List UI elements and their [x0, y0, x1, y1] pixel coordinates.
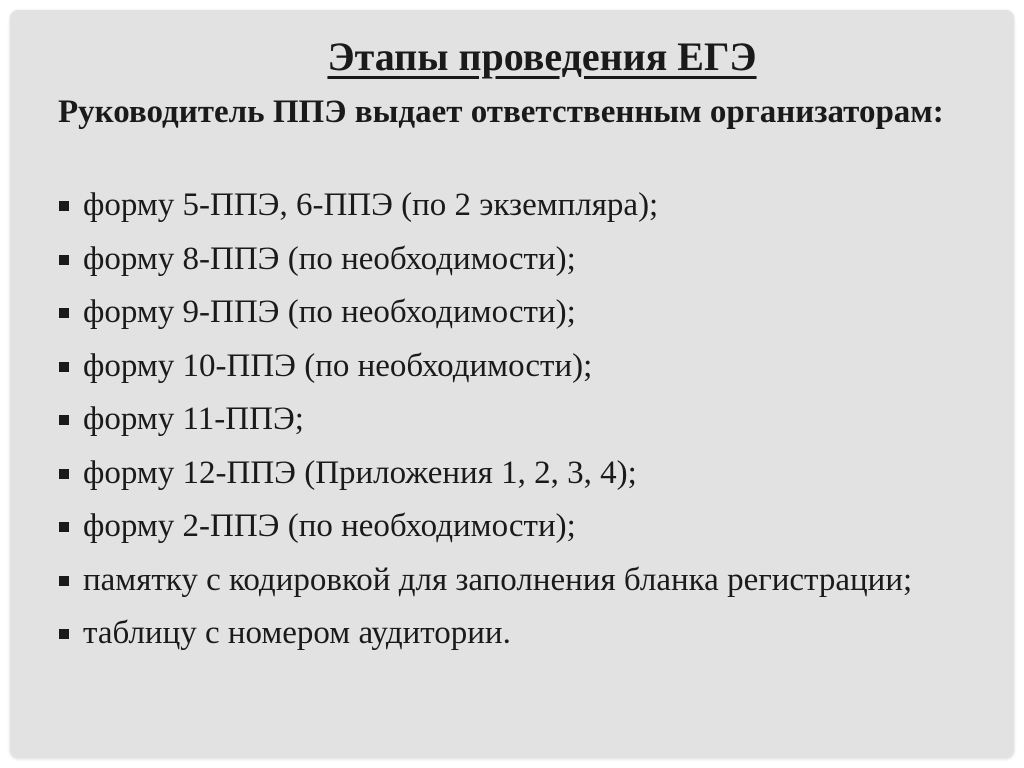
- slide: [10, 10, 1014, 758]
- square-bullet-icon: [59, 362, 69, 372]
- list-item-text: таблицу с номером аудитории.: [83, 615, 511, 651]
- square-bullet-icon: [59, 255, 69, 265]
- list-item-text: форму 12-ППЭ (Приложения 1, 2, 3, 4);: [83, 454, 637, 491]
- list-item: [58, 506, 988, 547]
- list-item-text: форму 9-ППЭ (по необходимости);: [83, 294, 576, 330]
- square-bullet-icon: [59, 576, 69, 586]
- list-item: [58, 399, 988, 440]
- list-item: [58, 239, 988, 280]
- slide-title: Этапы проведения ЕГЭ: [327, 34, 757, 79]
- list-item-text: форму 10-ППЭ (по необходимости);: [83, 347, 593, 384]
- bullet-list: [58, 185, 988, 667]
- list-item: [58, 613, 988, 654]
- list-item: [58, 292, 988, 333]
- intro-text: Руководитель ППЭ выдает ответственным организаторам:: [58, 94, 944, 130]
- list-item: [58, 453, 988, 494]
- list-item-text: форму 11-ППЭ;: [83, 401, 304, 437]
- square-bullet-icon: [59, 629, 69, 639]
- list-item-text: памятку с кодировкой для заполнения бланка регистрации;: [83, 561, 913, 598]
- square-bullet-icon: [59, 522, 69, 532]
- square-bullet-icon: [59, 201, 69, 211]
- list-item-text: форму 8-ППЭ (по необходимости);: [83, 240, 576, 277]
- list-item: [58, 560, 988, 601]
- list-item: [58, 346, 988, 387]
- list-item-text: форму 2-ППЭ (по необходимости);: [83, 508, 576, 544]
- list-item: [58, 185, 988, 226]
- square-bullet-icon: [59, 308, 69, 318]
- square-bullet-icon: [59, 469, 69, 479]
- list-item-text: форму 5-ППЭ, 6-ППЭ (по 2 экземпляра);: [83, 187, 659, 223]
- square-bullet-icon: [59, 415, 69, 425]
